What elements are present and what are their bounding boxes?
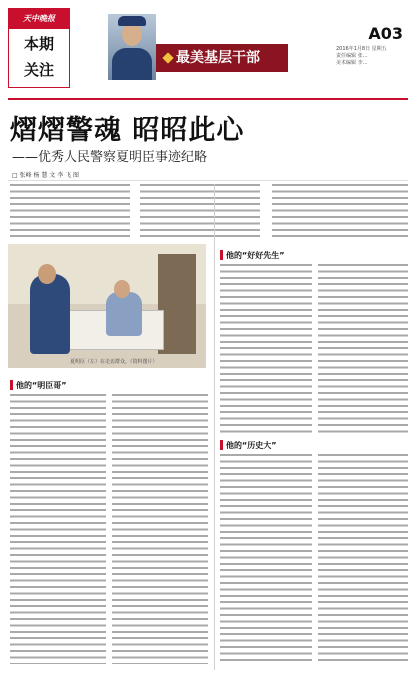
newspaper-logo [8, 8, 70, 88]
article-headline: 熠熠警魂 昭昭此心 [10, 115, 245, 146]
photo-resident-head [114, 280, 130, 298]
section-mark [220, 250, 223, 260]
section-1-column-a [10, 394, 106, 664]
section-2-column-b [318, 264, 408, 434]
column-banner [156, 44, 288, 72]
column-label-line2: 关注 [23, 61, 54, 79]
photo-caption: 夏明臣（左）在走访群众。（资料图片） [70, 359, 158, 365]
intro-column-2 [140, 184, 260, 240]
paper-name: 天中晚报 [9, 9, 69, 29]
portrait-cap [118, 16, 146, 26]
diamond-icon [162, 52, 173, 63]
section-heading-2: 他的“好好先生” [226, 251, 285, 260]
section-1-column-b [112, 394, 208, 664]
photo-officer-head [38, 264, 56, 284]
column-divider [214, 184, 215, 670]
masthead-divider [8, 98, 408, 100]
section-3-column-b [318, 454, 408, 664]
section-heading-1: 他的“明臣哥” [16, 381, 67, 390]
portrait-uniform [112, 48, 152, 80]
page-number: A03 [368, 24, 403, 43]
section-3-column-a [220, 454, 312, 664]
article-subhead: ——优秀人民警察夏明臣事迹纪略 [12, 150, 208, 165]
section-mark [10, 380, 13, 390]
column-label-line1: 本期 [23, 35, 54, 53]
section-heading-3: 他的“历史大” [226, 441, 277, 450]
section-mark [220, 440, 223, 450]
art-editor-line: 美术编辑 李… [336, 60, 368, 66]
intro-column-3 [272, 184, 408, 240]
section-2-column-a [220, 264, 312, 434]
photo-officer [30, 274, 70, 354]
article-byline: □ 张峰 杨 慧 文 李 飞 图 [12, 172, 80, 179]
date-block [336, 46, 387, 67]
banner-title: 最美基层干部 [176, 50, 260, 66]
officer-portrait [108, 14, 156, 80]
photo-resident [106, 292, 142, 336]
editor-line: 责任编辑 张… [336, 53, 368, 59]
intro-column-1 [10, 184, 130, 240]
divider [8, 180, 408, 181]
date-line: 2016年1月8日 星期五 [336, 46, 387, 52]
article-photo [8, 244, 206, 368]
